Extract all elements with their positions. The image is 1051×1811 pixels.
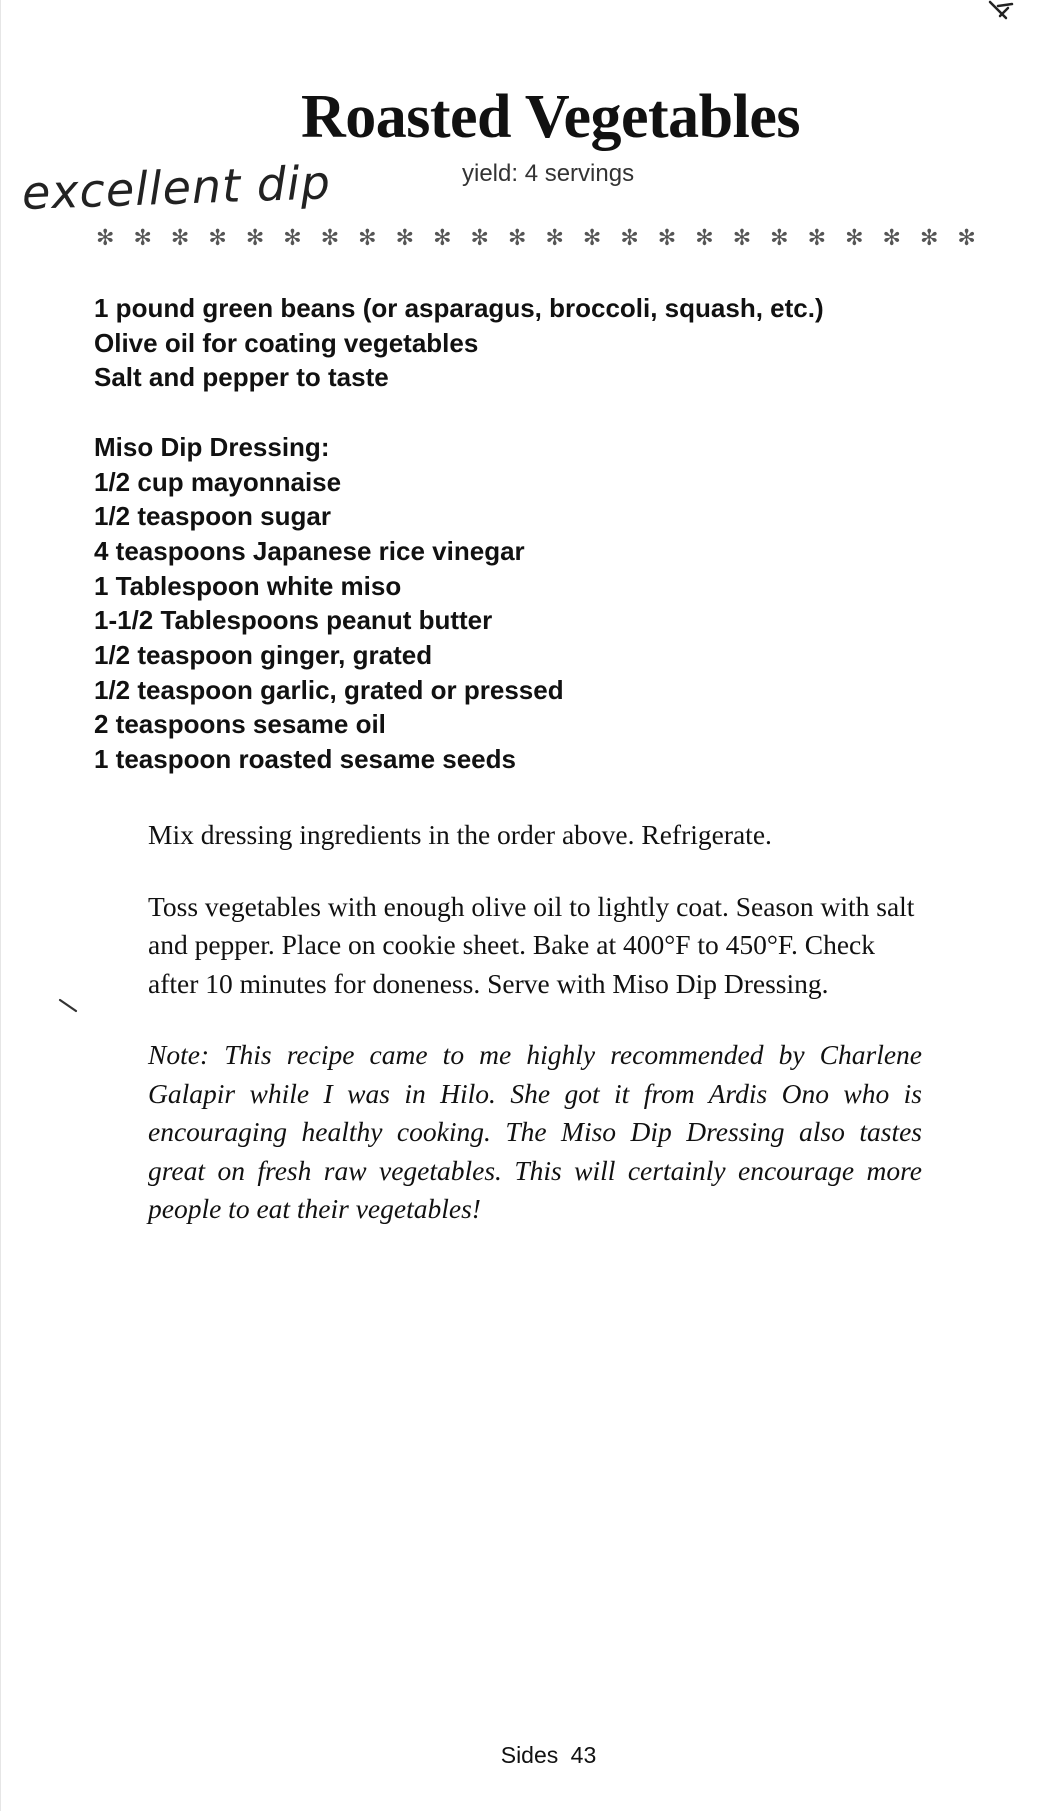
recipe-title: Roasted Vegetables xyxy=(300,83,801,151)
asterisk-mark: ✻ xyxy=(433,226,452,251)
asterisk-mark: ✻ xyxy=(395,226,415,251)
page-footer xyxy=(0,1742,1051,1769)
asterisk-mark: ✻ xyxy=(320,226,340,251)
dressing-ingredient-line: 1/2 cup mayonnaise xyxy=(94,466,342,497)
asterisk-mark: ✻ xyxy=(245,226,265,251)
asterisk-mark: ✻ xyxy=(208,226,227,251)
asterisk-mark: ✻ xyxy=(807,226,827,251)
dressing-ingredient-line: 1/2 teaspoon ginger, grated xyxy=(94,640,433,671)
asterisk-mark: ✻ xyxy=(957,226,976,251)
instruction-dressing: Mix dressing ingredients in the order above. Refrigerate. xyxy=(148,819,772,850)
dressing-ingredient-line: 1 teaspoon roasted sesame seeds xyxy=(94,744,516,775)
dressing-heading: Miso Dip Dressing: xyxy=(94,431,330,462)
asterisk-mark: ✻ xyxy=(770,226,789,251)
asterisk-mark: ✻ xyxy=(470,226,489,251)
recipe-yield: yield: 4 servings xyxy=(462,160,635,187)
asterisk-mark: ✻ xyxy=(545,226,564,251)
dressing-ingredient-line: 1/2 teaspoon garlic, grated or pressed xyxy=(94,674,564,705)
asterisk-mark: ✻ xyxy=(882,226,901,251)
handwritten-note: excellent dip xyxy=(21,155,332,220)
instruction-roasting: Toss vegetables with enough olive oil to lightly coat. Season with salt and pepper. Place on cookie sheet. Bake at 400°F to 450°F. Check after 10 minutes for doneness. Serve with Miso Dip Dressing. xyxy=(148,890,915,999)
asterisk-mark: ✻ xyxy=(358,226,377,251)
dressing-ingredients xyxy=(94,465,974,777)
asterisk-mark: ✻ xyxy=(732,226,752,251)
main-ingredients xyxy=(94,291,974,395)
asterisk-mark: ✻ xyxy=(695,226,714,251)
page-number: 43 xyxy=(570,1742,597,1768)
recipe-note: Note: This recipe came to me highly recommended by Charlene Galapir while I was in Hilo. She got it from Ardis Ono who is encouraging healthy cooking. The Miso Dip Dressing also tastes great on fresh raw vegetables. This will certainly encourage more people to eat their vegetables! xyxy=(148,1039,922,1224)
asterisk-mark: ✻ xyxy=(170,226,190,251)
asterisk-mark: ✻ xyxy=(96,226,115,251)
dressing-ingredient-line: 1-1/2 Tablespoons peanut butter xyxy=(94,605,493,636)
section-name: Sides xyxy=(500,1742,559,1768)
pen-tick-icon xyxy=(58,998,80,1014)
ingredient-gap xyxy=(94,395,974,430)
dressing-ingredient-line: 4 teaspoons Japanese rice vinegar xyxy=(94,535,525,566)
asterisk-divider xyxy=(96,226,976,251)
ingredient-line: Olive oil for coating vegetables xyxy=(94,327,479,358)
asterisk-mark: ✻ xyxy=(919,226,939,251)
asterisk-mark: ✻ xyxy=(133,226,152,251)
asterisk-mark: ✻ xyxy=(620,226,639,251)
asterisk-mark: ✻ xyxy=(283,226,302,251)
dressing-ingredient-line: 1/2 teaspoon sugar xyxy=(94,501,331,532)
dressing-ingredient-line: 2 teaspoons sesame oil xyxy=(94,709,386,740)
asterisk-mark: ✻ xyxy=(507,226,527,251)
directions xyxy=(148,816,922,1262)
ingredient-line: 1 pound green beans (or asparagus, broccoli, squash, etc.) xyxy=(94,293,824,323)
ingredient-list xyxy=(94,291,974,777)
asterisk-mark: ✻ xyxy=(845,226,864,251)
dressing-ingredient-line: 1 Tablespoon white miso xyxy=(94,570,402,601)
pen-mark-icon xyxy=(986,0,1016,24)
asterisk-mark: ✻ xyxy=(582,226,602,251)
asterisk-mark: ✻ xyxy=(657,226,677,251)
ingredient-line: Salt and pepper to taste xyxy=(94,362,389,393)
